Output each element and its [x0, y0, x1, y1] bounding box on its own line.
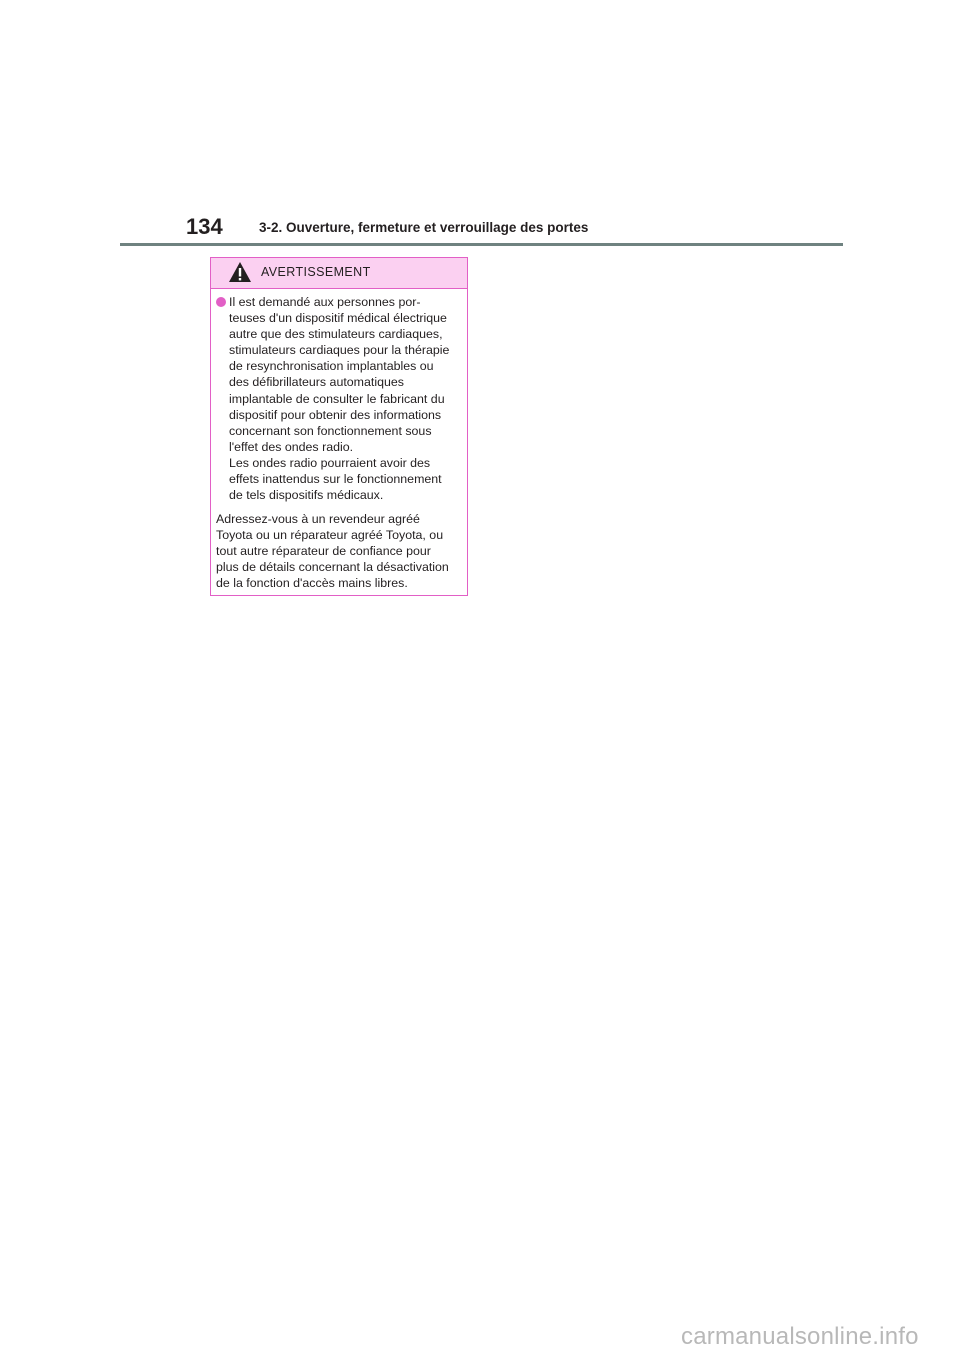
section-title: 3-2. Ouverture, fermeture et verrouillage des portes: [259, 220, 589, 235]
warning-body-text: Adressez-vous à un revendeur agréé Toyota ou un réparateur agréé Toyota, ou tout autre réparateur de confiance pour plus de détails concernant la désactivation de la fonction d'accès mains libres.: [216, 512, 449, 591]
watermark: carmanualsonline.info: [681, 1323, 919, 1350]
warning-triangle-icon: [228, 261, 252, 283]
header-rule: [120, 243, 843, 246]
warning-title: AVERTISSEMENT: [261, 265, 371, 279]
warning-box: [210, 257, 468, 596]
page-number: 134: [186, 214, 223, 239]
warning-header: [211, 258, 467, 289]
warning-bullet-text: Il est demandé aux personnes por- teuses d'un dispositif médical électrique autre que des stimulateurs cardiaques, stimulateurs cardiaques pour la thérapie de resynchronisation implantables ou des défibrillateurs automatiques implantable de consulter le fabricant du dispositif pour obtenir des informations concernant son fonctionnement sous l'effet des ondes radio. Les ondes radio pourraient avoir des effets inattendus sur le fonctionnement de tels dispositifs médicaux.: [229, 295, 450, 503]
bullet-dot-icon: [216, 297, 226, 307]
